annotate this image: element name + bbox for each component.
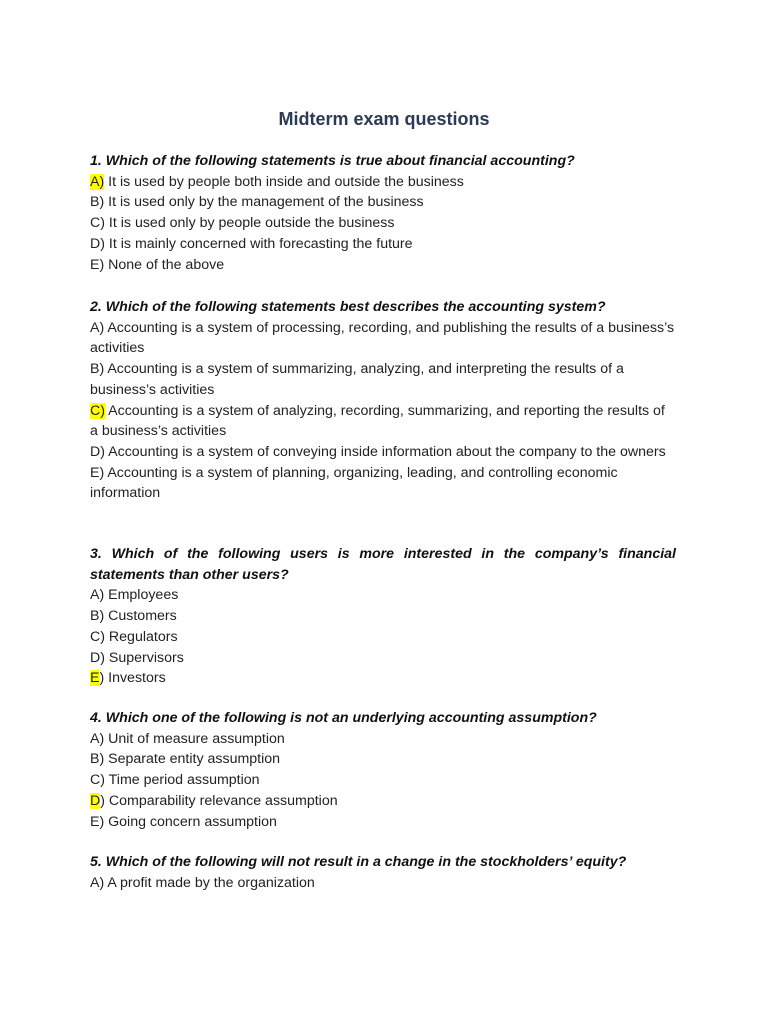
option-text: Accounting is a system of planning, organizing, leading, and controlling economic information — [90, 464, 618, 502]
option-d — [90, 791, 676, 812]
option-letter: D) — [90, 235, 105, 252]
question-text: 2. Which of the following statements best describes the accounting system? — [90, 299, 606, 315]
option-letter: D — [90, 792, 101, 809]
option-c — [90, 401, 676, 442]
page-title: Midterm exam questions — [278, 109, 490, 129]
option-text: Employees — [104, 587, 179, 604]
option-text: Regulators — [104, 628, 178, 645]
option-text: Accounting is a system of processing, recording, and publishing the results of a business’s activities — [90, 319, 675, 357]
option-text: Time period assumption — [104, 772, 260, 789]
option-e — [90, 668, 676, 689]
option-text: Unit of measure assumption — [104, 730, 285, 747]
option-e — [90, 255, 676, 276]
option-letter: C) — [90, 628, 105, 645]
option-text: Accounting is a system of analyzing, recording, summarizing, and reporting the results of a business’s activities — [90, 402, 665, 440]
option-letter: D) — [90, 443, 105, 460]
question-text: 4. Which one of the following is not an underlying accounting assumption? — [90, 710, 597, 726]
question-1 — [90, 151, 676, 275]
option-a — [90, 172, 676, 193]
option-letter: A) — [90, 874, 105, 891]
option-letter: E) — [90, 464, 105, 481]
option-d — [90, 234, 676, 255]
question-text: 5. Which of the following will not result in a change in the stockholders’ equity? — [90, 854, 627, 870]
option-text: Separate entity assumption — [104, 751, 281, 768]
option-letter: E) — [90, 256, 105, 273]
option-b — [90, 606, 676, 627]
question-text: 3. Which of the following users is more interested in the company’s financial statements than other users? — [90, 546, 676, 583]
option-text: Going concern assumption — [104, 813, 277, 830]
question-5 — [90, 852, 676, 893]
option-a — [90, 318, 676, 359]
option-a — [90, 873, 676, 894]
option-text: Accounting is a system of conveying inside information about the company to the owners — [104, 443, 666, 460]
option-text: It is used only by people outside the business — [104, 215, 395, 232]
option-letter: A) — [90, 173, 105, 190]
option-letter: C) — [90, 215, 105, 232]
option-text: Customers — [104, 608, 177, 625]
question-2 — [90, 297, 676, 504]
option-text: Supervisors — [104, 649, 184, 666]
option-d — [90, 648, 676, 669]
option-letter: B) — [90, 751, 105, 768]
option-text: It is mainly concerned with forecasting the future — [104, 235, 413, 252]
option-letter: E — [90, 670, 100, 687]
option-text: It is used by people both inside and outside the business — [104, 173, 464, 190]
option-letter: D) — [90, 649, 105, 666]
option-b — [90, 749, 676, 770]
option-b — [90, 359, 676, 400]
option-e — [90, 812, 676, 833]
option-c — [90, 627, 676, 648]
option-text: It is used only by the management of the business — [104, 194, 424, 211]
option-a — [90, 729, 676, 750]
option-letter: C) — [90, 772, 105, 789]
option-text: ) Comparability relevance assumption — [100, 792, 338, 809]
option-letter: B) — [90, 361, 105, 378]
option-e — [90, 463, 676, 504]
option-letter: A) — [90, 587, 105, 604]
question-4 — [90, 708, 676, 832]
option-c — [90, 213, 676, 234]
option-text: A profit made by the organization — [104, 874, 315, 891]
option-letter: E) — [90, 813, 105, 830]
option-c — [90, 770, 676, 791]
option-letter: B) — [90, 608, 105, 625]
option-text: None of the above — [104, 256, 225, 273]
option-text: Accounting is a system of summarizing, analyzing, and interpreting the results of a business’s activities — [90, 361, 624, 398]
option-letter: A) — [90, 319, 105, 336]
option-letter: A) — [90, 730, 105, 747]
option-d — [90, 442, 676, 463]
option-text: ) Investors — [99, 670, 166, 687]
option-b — [90, 192, 676, 213]
option-letter: C) — [90, 402, 105, 419]
question-3 — [90, 544, 676, 689]
question-text: 1. Which of the following statements is true about financial accounting? — [90, 153, 575, 169]
option-a — [90, 585, 676, 606]
option-letter: B) — [90, 194, 105, 211]
